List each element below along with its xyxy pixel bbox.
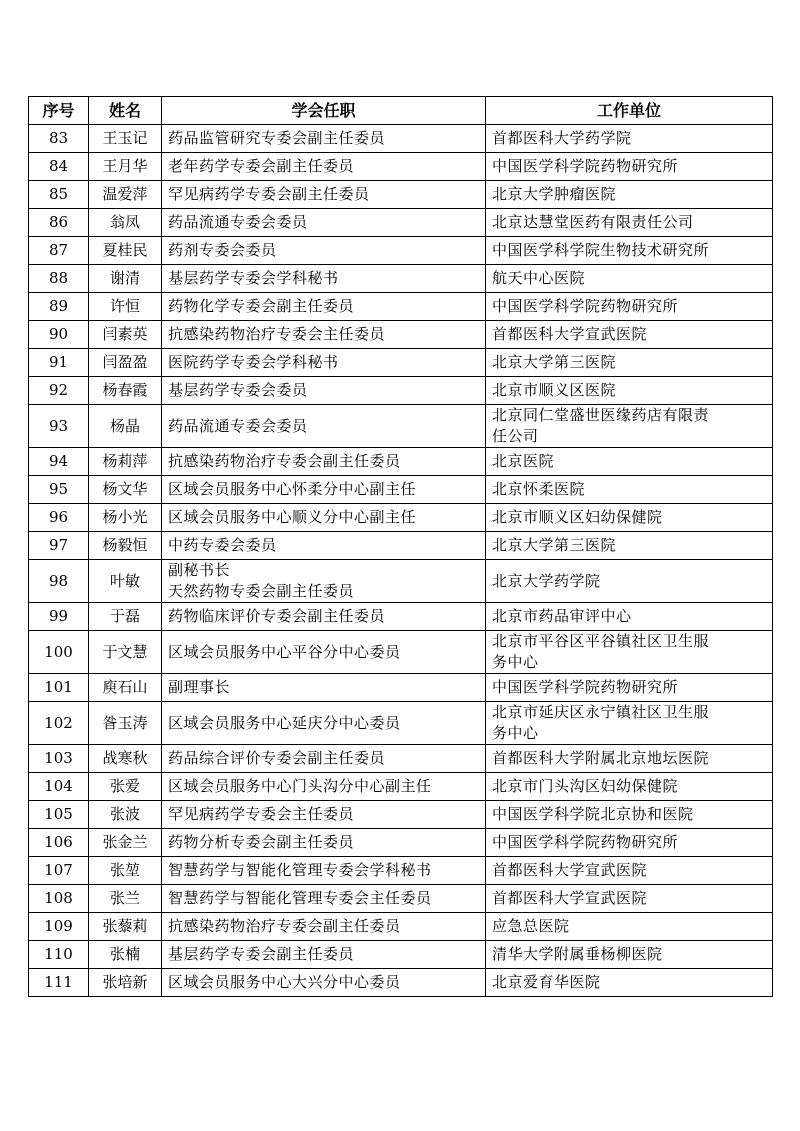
- row-name: 闫素英: [89, 321, 162, 349]
- table-row: [29, 405, 773, 448]
- table-row: [29, 181, 773, 209]
- header-role: 学会任职: [162, 97, 486, 125]
- row-org: 首都医科大学药学院: [486, 125, 773, 153]
- row-org: 清华大学附属垂杨柳医院: [486, 941, 773, 969]
- row-serial: 84: [29, 153, 89, 181]
- row-role: 抗感染药物治疗专委会副主任委员: [162, 913, 486, 941]
- row-name: 杨小光: [89, 504, 162, 532]
- table-row: [29, 532, 773, 560]
- row-name: 王玉记: [89, 125, 162, 153]
- member-table: [28, 96, 773, 997]
- table-row: [29, 941, 773, 969]
- row-role: 基层药学专委会学科秘书: [162, 265, 486, 293]
- row-serial: 100: [29, 631, 89, 674]
- row-name: 谢清: [89, 265, 162, 293]
- row-serial: 103: [29, 745, 89, 773]
- row-serial: 110: [29, 941, 89, 969]
- row-org: 北京大学第三医院: [486, 349, 773, 377]
- table-row: [29, 448, 773, 476]
- row-name: 杨文华: [89, 476, 162, 504]
- row-role: 药物临床评价专委会副主任委员: [162, 603, 486, 631]
- row-org: 北京市平谷区平谷镇社区卫生服 务中心: [486, 631, 773, 674]
- row-serial: 108: [29, 885, 89, 913]
- row-org: 北京爱育华医院: [486, 969, 773, 997]
- row-role: 罕见病药学专委会副主任委员: [162, 181, 486, 209]
- row-org: 中国医学科学院药物研究所: [486, 829, 773, 857]
- table-row: [29, 969, 773, 997]
- table-row: [29, 560, 773, 603]
- row-serial: 99: [29, 603, 89, 631]
- row-org: 首都医科大学宣武医院: [486, 321, 773, 349]
- row-name: 叶敏: [89, 560, 162, 603]
- row-serial: 89: [29, 293, 89, 321]
- row-org: 北京大学药学院: [486, 560, 773, 603]
- row-serial: 102: [29, 702, 89, 745]
- row-org: 北京同仁堂盛世医缘药店有限责 任公司: [486, 405, 773, 448]
- table-row: [29, 153, 773, 181]
- row-role: 中药专委会委员: [162, 532, 486, 560]
- row-org: 北京达慧堂医药有限责任公司: [486, 209, 773, 237]
- row-role: 区域会员服务中心平谷分中心委员: [162, 631, 486, 674]
- row-org: 北京市门头沟区妇幼保健院: [486, 773, 773, 801]
- row-role: 药品流通专委会委员: [162, 209, 486, 237]
- row-org: 北京市药品审评中心: [486, 603, 773, 631]
- row-org: 北京市顺义区妇幼保健院: [486, 504, 773, 532]
- row-org: 中国医学科学院药物研究所: [486, 674, 773, 702]
- row-role: 智慧药学与智能化管理专委会主任委员: [162, 885, 486, 913]
- row-name: 夏桂民: [89, 237, 162, 265]
- row-role: 医院药学专委会学科秘书: [162, 349, 486, 377]
- row-serial: 95: [29, 476, 89, 504]
- row-role: 区域会员服务中心门头沟分中心副主任: [162, 773, 486, 801]
- row-name: 温爱萍: [89, 181, 162, 209]
- row-role: 药剂专委会委员: [162, 237, 486, 265]
- row-name: 杨莉萍: [89, 448, 162, 476]
- row-serial: 94: [29, 448, 89, 476]
- row-org: 首都医科大学宣武医院: [486, 857, 773, 885]
- header-name: 姓名: [89, 97, 162, 125]
- table-row: [29, 801, 773, 829]
- row-role: 药品流通专委会委员: [162, 405, 486, 448]
- table-row: [29, 913, 773, 941]
- row-serial: 105: [29, 801, 89, 829]
- table-row: [29, 674, 773, 702]
- row-role: 药物化学专委会副主任委员: [162, 293, 486, 321]
- table-row: [29, 237, 773, 265]
- row-org: 北京市延庆区永宁镇社区卫生服 务中心: [486, 702, 773, 745]
- row-name: 张波: [89, 801, 162, 829]
- table-row: [29, 293, 773, 321]
- row-name: 杨晶: [89, 405, 162, 448]
- table-row: [29, 829, 773, 857]
- row-org: 中国医学科学院北京协和医院: [486, 801, 773, 829]
- table-row: [29, 125, 773, 153]
- row-serial: 104: [29, 773, 89, 801]
- row-serial: 98: [29, 560, 89, 603]
- row-serial: 97: [29, 532, 89, 560]
- row-serial: 91: [29, 349, 89, 377]
- row-serial: 109: [29, 913, 89, 941]
- row-serial: 106: [29, 829, 89, 857]
- row-serial: 87: [29, 237, 89, 265]
- row-name: 张堃: [89, 857, 162, 885]
- table-row: [29, 476, 773, 504]
- row-name: 张兰: [89, 885, 162, 913]
- row-name: 张藜莉: [89, 913, 162, 941]
- table-row: [29, 773, 773, 801]
- row-role: 区域会员服务中心怀柔分中心副主任: [162, 476, 486, 504]
- row-org: 中国医学科学院生物技术研究所: [486, 237, 773, 265]
- header-serial: 序号: [29, 97, 89, 125]
- row-name: 于文慧: [89, 631, 162, 674]
- row-role: 基层药学专委会委员: [162, 377, 486, 405]
- row-org: 中国医学科学院药物研究所: [486, 293, 773, 321]
- row-serial: 93: [29, 405, 89, 448]
- table-header-row: [29, 97, 773, 125]
- table-row: [29, 702, 773, 745]
- row-role: 药物分析专委会副主任委员: [162, 829, 486, 857]
- row-role: 抗感染药物治疗专委会主任委员: [162, 321, 486, 349]
- row-org: 航天中心医院: [486, 265, 773, 293]
- row-name: 杨春霞: [89, 377, 162, 405]
- row-org: 应急总医院: [486, 913, 773, 941]
- table-row: [29, 377, 773, 405]
- row-name: 张培新: [89, 969, 162, 997]
- row-name: 战寒秋: [89, 745, 162, 773]
- row-org: 北京市顺义区医院: [486, 377, 773, 405]
- row-org: 北京大学第三医院: [486, 532, 773, 560]
- row-name: 张金兰: [89, 829, 162, 857]
- row-name: 于磊: [89, 603, 162, 631]
- row-org: 首都医科大学附属北京地坛医院: [486, 745, 773, 773]
- table-row: [29, 885, 773, 913]
- row-serial: 111: [29, 969, 89, 997]
- table-row: [29, 631, 773, 674]
- row-serial: 107: [29, 857, 89, 885]
- row-serial: 90: [29, 321, 89, 349]
- row-role: 区域会员服务中心延庆分中心委员: [162, 702, 486, 745]
- row-serial: 85: [29, 181, 89, 209]
- header-org: 工作单位: [486, 97, 773, 125]
- row-name: 许恒: [89, 293, 162, 321]
- table-row: [29, 745, 773, 773]
- table-row: [29, 504, 773, 532]
- row-name: 翁凤: [89, 209, 162, 237]
- row-role: 药品监管研究专委会副主任委员: [162, 125, 486, 153]
- row-role: 基层药学专委会副主任委员: [162, 941, 486, 969]
- row-org: 北京医院: [486, 448, 773, 476]
- table-row: [29, 209, 773, 237]
- row-name: 昝玉涛: [89, 702, 162, 745]
- row-name: 庾石山: [89, 674, 162, 702]
- row-role: 老年药学专委会副主任委员: [162, 153, 486, 181]
- row-role: 抗感染药物治疗专委会副主任委员: [162, 448, 486, 476]
- row-role: 罕见病药学专委会主任委员: [162, 801, 486, 829]
- table-row: [29, 349, 773, 377]
- table-row: [29, 857, 773, 885]
- row-name: 王月华: [89, 153, 162, 181]
- table-row: [29, 603, 773, 631]
- row-role: 智慧药学与智能化管理专委会学科秘书: [162, 857, 486, 885]
- row-role: 副秘书长 天然药物专委会副主任委员: [162, 560, 486, 603]
- row-role: 药品综合评价专委会副主任委员: [162, 745, 486, 773]
- table-row: [29, 265, 773, 293]
- row-org: 首都医科大学宣武医院: [486, 885, 773, 913]
- row-name: 杨毅恒: [89, 532, 162, 560]
- row-serial: 88: [29, 265, 89, 293]
- row-role: 区域会员服务中心大兴分中心委员: [162, 969, 486, 997]
- table-body: [29, 125, 773, 997]
- row-name: 闫盈盈: [89, 349, 162, 377]
- row-role: 副理事长: [162, 674, 486, 702]
- row-serial: 83: [29, 125, 89, 153]
- row-serial: 96: [29, 504, 89, 532]
- row-name: 张楠: [89, 941, 162, 969]
- row-serial: 101: [29, 674, 89, 702]
- row-serial: 86: [29, 209, 89, 237]
- row-name: 张爱: [89, 773, 162, 801]
- row-org: 中国医学科学院药物研究所: [486, 153, 773, 181]
- row-org: 北京大学肿瘤医院: [486, 181, 773, 209]
- row-serial: 92: [29, 377, 89, 405]
- row-role: 区域会员服务中心顺义分中心副主任: [162, 504, 486, 532]
- table-row: [29, 321, 773, 349]
- row-org: 北京怀柔医院: [486, 476, 773, 504]
